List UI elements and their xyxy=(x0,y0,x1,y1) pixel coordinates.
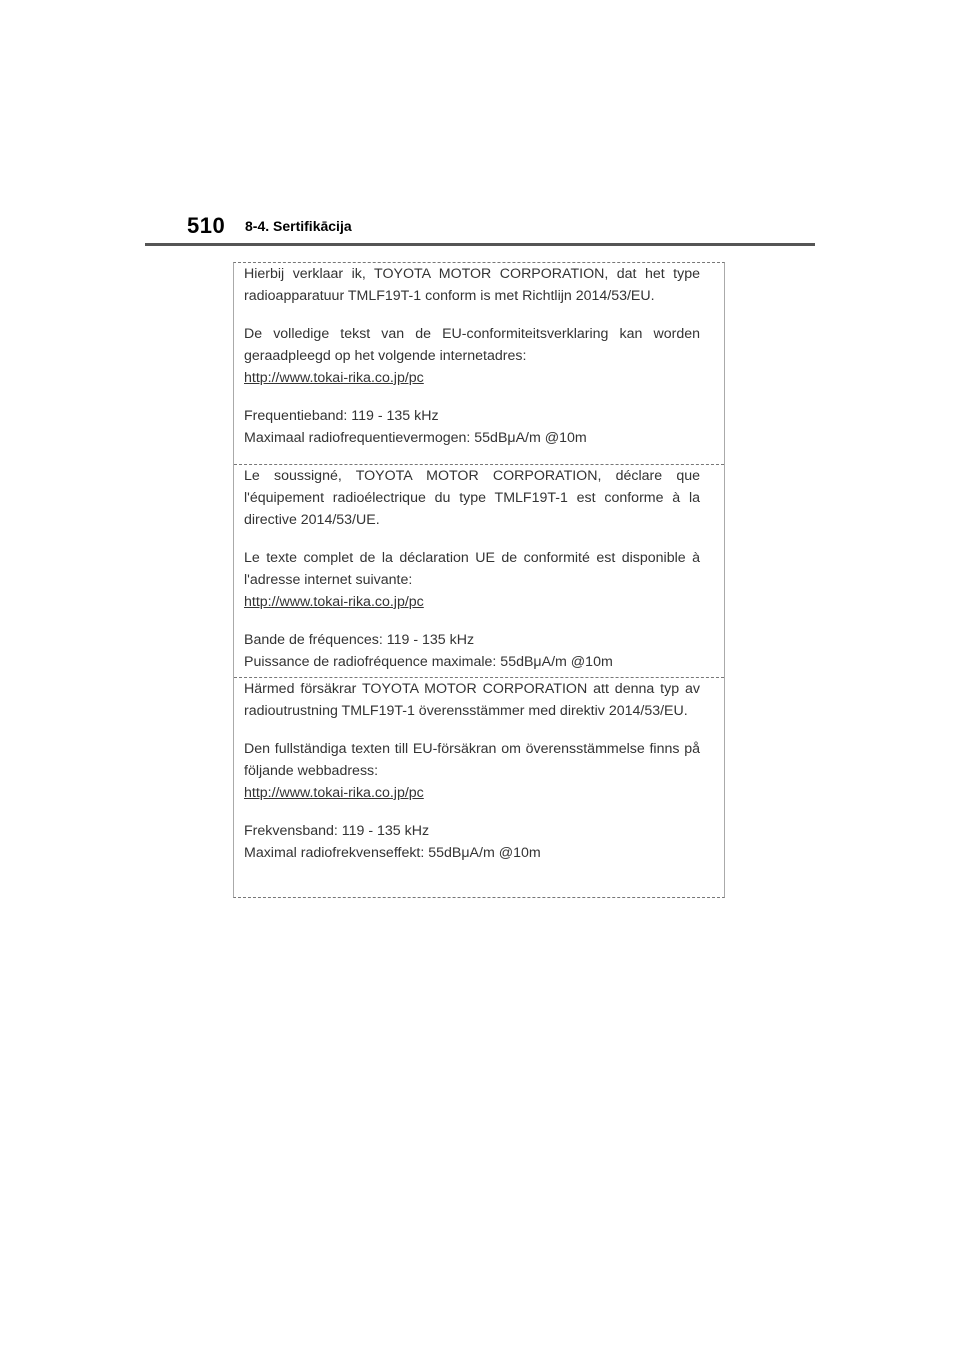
declaration-power: Puissance de radiofréquence maximale: 55dBμA/m @10m xyxy=(244,654,613,670)
header-rule xyxy=(145,243,815,246)
section-title: 8-4. Sertifikācija xyxy=(245,218,352,234)
declaration-text-intro: Le texte complet de la déclaration UE de conformité est disponible à l'adresse internet suivante: xyxy=(244,550,700,588)
declaration-block-dutch xyxy=(234,263,724,463)
page-number: 510 xyxy=(187,213,226,238)
declaration-frequency: Frequentieband: 119 - 135 kHz xyxy=(244,408,439,424)
declaration-text-intro: Den fullständiga texten till EU-försäkran om överensstämmelse finns på följande webbadress: xyxy=(244,741,700,779)
declaration-statement: Hierbij verklaar ik, TOYOTA MOTOR CORPORATION, dat het type radioapparatuur TMLF19T-1 conform is met Richtlijn 2014/53/EU. xyxy=(244,266,700,304)
declaration-block-french xyxy=(234,464,724,676)
declaration-text-intro: De volledige tekst van de EU-conformiteitsverklaring kan worden geraadpleegd op het volgende internetadres: xyxy=(244,326,700,364)
declaration-frequency: Frekvensband: 119 - 135 kHz xyxy=(244,823,430,839)
declaration-power: Maximal radiofrekvenseffekt: 55dBμA/m @10m xyxy=(244,845,541,861)
declaration-block-swedish xyxy=(234,677,724,899)
declaration-link[interactable]: http://www.tokai-rika.co.jp/pc xyxy=(244,594,424,610)
declaration-link[interactable]: http://www.tokai-rika.co.jp/pc xyxy=(244,370,424,386)
declaration-statement: Härmed försäkrar TOYOTA MOTOR CORPORATION att denna typ av radioutrustning TMLF19T-1 överensstämmer med direktiv 2014/53/EU. xyxy=(244,681,700,719)
declaration-box xyxy=(233,262,725,898)
declaration-frequency: Bande de fréquences: 119 - 135 kHz xyxy=(244,632,475,648)
declaration-link[interactable]: http://www.tokai-rika.co.jp/pc xyxy=(244,785,424,801)
declaration-power: Maximaal radiofrequentievermogen: 55dBμA/m @10m xyxy=(244,430,587,446)
declaration-statement: Le soussigné, TOYOTA MOTOR CORPORATION, déclare que l'équipement radioélectrique du type TMLF19T-1 est conforme à la directive 2014/53/UE. xyxy=(244,468,700,528)
